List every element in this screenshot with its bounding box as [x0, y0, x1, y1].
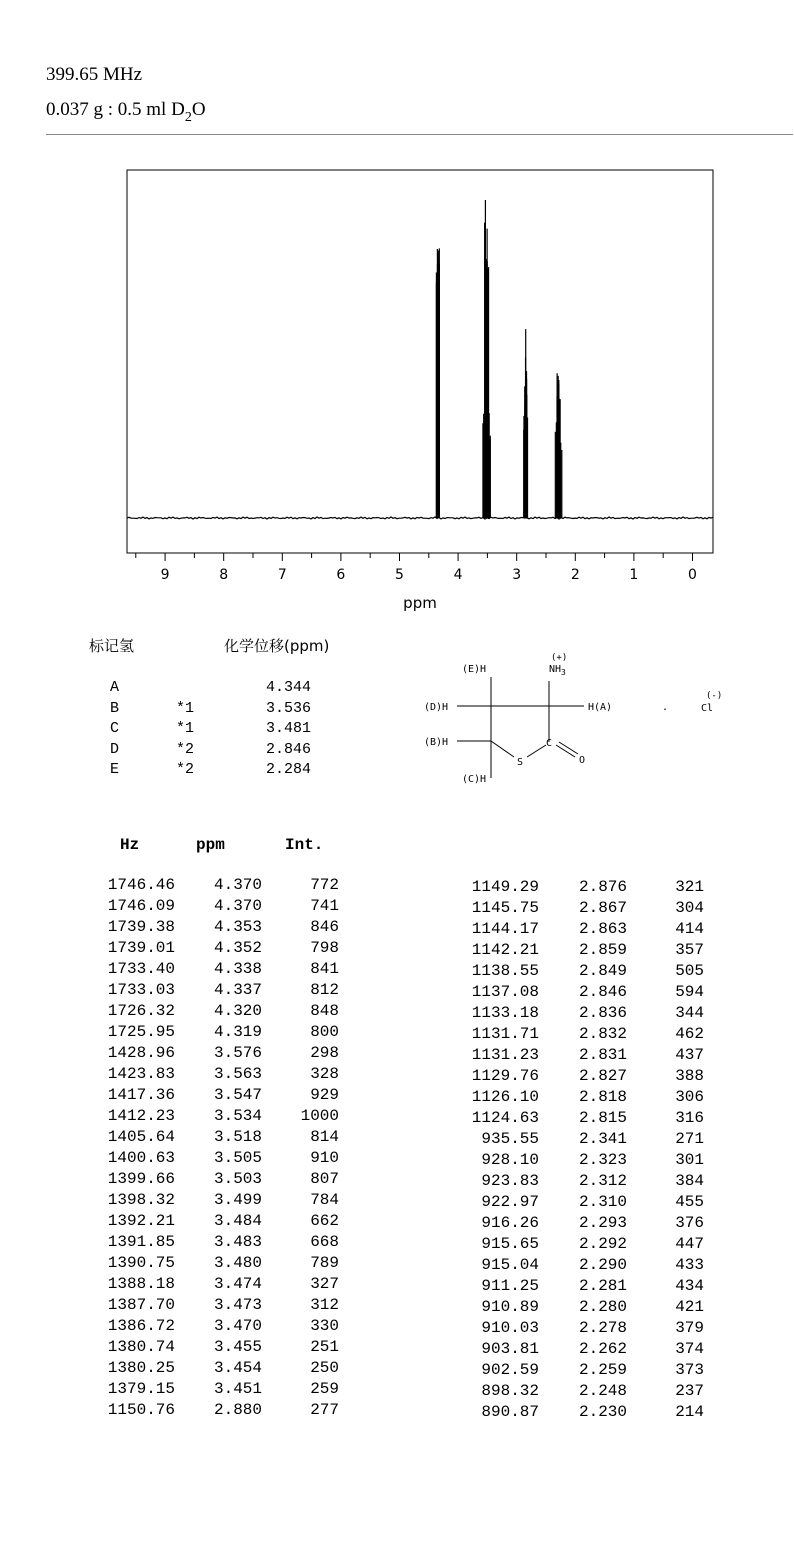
x-axis-label: ppm: [403, 594, 437, 612]
peak-hz-cell: 1150.76: [107, 1401, 175, 1419]
peak-hz-cell: 1133.18: [471, 1004, 539, 1022]
peak-ppm-cell: 3.483: [213, 1233, 262, 1251]
peak-hz-cell: 910.89: [481, 1298, 539, 1316]
peak-ppm-cell: 3.547: [213, 1086, 262, 1104]
peak-hz-cell: 922.97: [481, 1193, 539, 1211]
peak-hz-cell: 935.55: [481, 1130, 539, 1148]
peak-int-cell: 388: [675, 1067, 704, 1085]
peak-hz-cell: 915.04: [481, 1256, 539, 1274]
assignment-shift: 2.846: [266, 740, 312, 758]
spectrum-trace: [127, 517, 713, 519]
peak-int-cell: 344: [675, 1004, 704, 1022]
peak-hz-cell: 903.81: [481, 1340, 539, 1358]
h-c-label: (C)H: [462, 774, 487, 785]
peak-ppm-cell: 3.454: [213, 1359, 262, 1377]
peak-int-cell: 1000: [300, 1107, 339, 1125]
nh3-label: [549, 664, 566, 677]
peak-int-cell: 306: [675, 1088, 704, 1106]
charge-plus: (+): [551, 653, 568, 663]
peak-hz-cell: 1398.32: [107, 1191, 175, 1209]
peak-int-cell: 789: [310, 1254, 339, 1272]
peak-hz-cell: 1137.08: [471, 983, 539, 1001]
nmr-spectrum-chart: [0, 160, 794, 620]
peak-ppm-cell: 3.503: [213, 1170, 262, 1188]
peak-ppm-cell: 2.323: [578, 1151, 627, 1169]
sample-suffix: O: [191, 99, 206, 120]
sample-subscript: 2: [184, 110, 192, 125]
peak-int-cell: 250: [310, 1359, 339, 1377]
x-tick-label: 6: [336, 567, 346, 583]
peak-hz-cell: 1733.40: [107, 960, 175, 978]
x-tick-label: 9: [160, 567, 170, 583]
peak-int-cell: 800: [310, 1023, 339, 1041]
peak-int-cell: 327: [310, 1275, 339, 1293]
assignment-shift: 3.481: [266, 720, 312, 737]
peak-hz-cell: 1380.25: [107, 1359, 175, 1377]
peak-hz-cell: 1138.55: [471, 962, 539, 980]
peak-int-cell: 798: [310, 939, 339, 957]
x-tick-label: 3: [512, 567, 522, 583]
peak-int-cell: 462: [675, 1025, 704, 1043]
peak-hz-cell: 1129.76: [471, 1067, 539, 1085]
assignment-group: *2: [176, 740, 195, 758]
peak-lines: [436, 200, 561, 518]
peak-hz-cell: 1126.10: [471, 1088, 539, 1106]
peak-hz-cell: 1391.85: [107, 1233, 175, 1251]
peak-ppm-cell: 2.827: [578, 1067, 627, 1085]
assignment-shift-header: 化学位移(ppm): [224, 637, 330, 655]
peak-ppm-cell: 2.863: [578, 920, 627, 938]
peak-ppm-cell: 2.815: [578, 1109, 627, 1127]
peak-hz-cell: 890.87: [481, 1403, 539, 1421]
peak-hz-cell: 1144.17: [471, 920, 539, 938]
peak-ppm-cell: 3.451: [213, 1380, 262, 1398]
peak-ppm-cell: 2.846: [578, 983, 627, 1001]
peak-int-cell: 277: [310, 1401, 339, 1419]
peak-ppm-cell: 3.518: [213, 1128, 262, 1146]
peak-ppm-cell: 2.310: [578, 1193, 627, 1211]
assignment-shift: 2.284: [266, 761, 312, 778]
assignment-label: B: [110, 699, 120, 717]
peak-hz-cell: 1428.96: [107, 1044, 175, 1062]
peak-ppm-cell: 2.832: [578, 1025, 627, 1043]
peak-ppm-cell: 4.319: [213, 1023, 262, 1041]
peak-ppm-cell: 2.831: [578, 1046, 627, 1064]
assignment-group: *1: [176, 720, 195, 737]
peak-ppm-cell: 4.337: [213, 981, 262, 999]
peak-ppm-cell: 2.849: [578, 962, 627, 980]
plot-frame: [127, 170, 713, 553]
peak-ppm-cell: 3.470: [213, 1317, 262, 1335]
peak-ppm-cell: 2.259: [578, 1361, 627, 1379]
peak-hz-cell: 916.26: [481, 1214, 539, 1232]
peak-hz-cell: 1423.83: [107, 1065, 175, 1083]
peak-ppm-cell: 2.280: [578, 1298, 627, 1316]
peak-hz-cell: 1145.75: [471, 899, 539, 917]
peak-hz-cell: 1412.23: [107, 1107, 175, 1125]
peak-ppm-cell: 3.576: [213, 1044, 262, 1062]
assignment-label: D: [110, 740, 120, 758]
peak-int-cell: 455: [675, 1193, 704, 1211]
peak-int-cell: 316: [675, 1109, 704, 1127]
peak-int-cell: 301: [675, 1151, 704, 1169]
peak-ppm-cell: 2.818: [578, 1088, 627, 1106]
peak-int-cell: 662: [310, 1212, 339, 1230]
bond-c-o: [556, 745, 575, 757]
peak-int-cell: 328: [310, 1065, 339, 1083]
peak-ppm-cell: 2.312: [578, 1172, 627, 1190]
peak-int-cell: 374: [675, 1340, 704, 1358]
peak-header-ppm: ppm: [196, 836, 225, 854]
peak-hz-cell: 915.65: [481, 1235, 539, 1253]
peak-hz-cell: 1399.66: [107, 1170, 175, 1188]
peak-int-cell: 741: [310, 897, 339, 915]
assignment-shift: 3.536: [266, 699, 312, 717]
peak-int-cell: 304: [675, 899, 704, 917]
h-e-label: (E)H: [462, 664, 487, 675]
peak-int-cell: 807: [310, 1170, 339, 1188]
assignment-label: E: [110, 761, 120, 778]
assignment-label: A: [110, 679, 120, 696]
spectrometer-frequency: 399.65 MHz: [46, 64, 143, 85]
peak-hz-cell: 902.59: [481, 1361, 539, 1379]
peak-ppm-cell: 3.474: [213, 1275, 262, 1293]
peak-ppm-cell: 2.292: [578, 1235, 627, 1253]
peak-hz-cell: 910.03: [481, 1319, 539, 1337]
peak-hz-cell: 1400.63: [107, 1149, 175, 1167]
peak-hz-cell: 1149.29: [471, 878, 539, 896]
peak-ppm-cell: 2.836: [578, 1004, 627, 1022]
header-divider: [46, 134, 793, 135]
x-axis-ticks: [136, 553, 693, 561]
sample-concentration: [46, 99, 206, 126]
peak-hz-cell: 1124.63: [471, 1109, 539, 1127]
peak-int-cell: 214: [675, 1403, 704, 1421]
assignment-label: C: [110, 720, 120, 737]
peak-int-cell: 312: [310, 1296, 339, 1314]
peak-hz-cell: 1746.09: [107, 897, 175, 915]
peak-int-cell: 594: [675, 983, 704, 1001]
peak-ppm-cell: 4.353: [213, 918, 262, 936]
h-b-label: (B)H: [424, 737, 449, 748]
peak-hz-cell: 1405.64: [107, 1128, 175, 1146]
peak-int-cell: 848: [310, 1002, 339, 1020]
molecular-structure: [0, 650, 794, 790]
h-d-label: (D)H: [424, 702, 449, 713]
peak-int-cell: 772: [310, 876, 339, 894]
peak-hz-cell: 923.83: [481, 1172, 539, 1190]
bond-c-s: [491, 741, 514, 757]
peak-hz-cell: 1131.71: [471, 1025, 539, 1043]
sample-prefix: 0.037 g : 0.5 ml D: [46, 99, 185, 120]
x-tick-label: 8: [219, 567, 229, 583]
peak-int-cell: 271: [675, 1130, 704, 1148]
peak-hz-cell: 1388.18: [107, 1275, 175, 1293]
peak-ppm-cell: 4.352: [213, 939, 262, 957]
peak-int-cell: 251: [310, 1338, 339, 1356]
peak-ppm-cell: 4.370: [213, 876, 262, 894]
peak-hz-cell: 898.32: [481, 1382, 539, 1400]
peak-hz-cell: 1733.03: [107, 981, 175, 999]
assignment-group: *2: [176, 761, 195, 778]
peak-hz-cell: 1379.15: [107, 1380, 175, 1398]
peak-ppm-cell: 2.262: [578, 1340, 627, 1358]
peak-hz-cell: 1739.01: [107, 939, 175, 957]
peak-ppm-cell: 3.505: [213, 1149, 262, 1167]
peak-ppm-cell: 2.867: [578, 899, 627, 917]
x-tick-label: 5: [395, 567, 404, 583]
peak-ppm-cell: 3.499: [213, 1191, 262, 1209]
h-a-label: H(A): [588, 702, 613, 713]
peak-int-cell: 447: [675, 1235, 704, 1253]
peak-hz-cell: 1131.23: [471, 1046, 539, 1064]
peak-ppm-cell: 2.290: [578, 1256, 627, 1274]
x-tick-label: 4: [453, 567, 463, 583]
peak-header-int: Int.: [285, 836, 324, 854]
salt-dot: .: [662, 702, 669, 713]
peak-hz-cell: 1380.74: [107, 1338, 175, 1356]
peak-int-cell: 373: [675, 1361, 704, 1379]
peak-ppm-cell: 2.230: [578, 1403, 627, 1421]
bond-c-o-double: [559, 742, 578, 754]
peak-int-cell: 379: [675, 1319, 704, 1337]
oxygen-label: O: [579, 755, 586, 766]
peak-int-cell: 814: [310, 1128, 339, 1146]
peak-int-cell: 505: [675, 962, 704, 980]
peak-ppm-cell: 3.480: [213, 1254, 262, 1272]
peak-ppm-cell: 2.859: [578, 941, 627, 959]
peak-hz-cell: 1392.21: [107, 1212, 175, 1230]
peak-int-cell: 929: [310, 1086, 339, 1104]
x-tick-label: 1: [629, 567, 639, 583]
peak-ppm-cell: 4.370: [213, 897, 262, 915]
peak-hz-cell: 1386.72: [107, 1317, 175, 1335]
x-tick-label: 2: [570, 567, 580, 583]
chloride-label: Cl: [701, 703, 714, 714]
nh-text: NH: [549, 664, 562, 675]
peak-hz-cell: 928.10: [481, 1151, 539, 1169]
peak-int-cell: 298: [310, 1044, 339, 1062]
peak-int-cell: 421: [675, 1298, 704, 1316]
peak-int-cell: 237: [675, 1382, 704, 1400]
peak-hz-cell: 1725.95: [107, 1023, 175, 1041]
peak-int-cell: 812: [310, 981, 339, 999]
peak-ppm-cell: 2.880: [213, 1401, 262, 1419]
peak-int-cell: 841: [310, 960, 339, 978]
peak-hz-cell: 1746.46: [107, 876, 175, 894]
assignment-shift: 4.344: [266, 679, 312, 696]
peak-ppm-cell: 2.876: [578, 878, 627, 896]
nh3-subscript: 3: [561, 668, 566, 677]
bond-s-c: [527, 745, 546, 757]
peak-ppm-cell: 4.320: [213, 1002, 262, 1020]
peak-hz-cell: 1726.32: [107, 1002, 175, 1020]
peak-int-cell: 668: [310, 1233, 339, 1251]
carbonyl-carbon-label: C: [546, 738, 553, 749]
peak-int-cell: 376: [675, 1214, 704, 1232]
peak-ppm-cell: 3.484: [213, 1212, 262, 1230]
x-tick-label: 7: [277, 567, 287, 583]
peak-ppm-cell: 2.293: [578, 1214, 627, 1232]
peak-ppm-cell: 2.341: [578, 1130, 627, 1148]
peak-hz-cell: 1739.38: [107, 918, 175, 936]
peak-hz-cell: 911.25: [481, 1277, 539, 1295]
assignment-label-header: 标记氢: [89, 637, 135, 655]
peak-int-cell: 330: [310, 1317, 339, 1335]
peak-int-cell: 846: [310, 918, 339, 936]
peak-ppm-cell: 3.473: [213, 1296, 262, 1314]
assignment-group: *1: [176, 699, 195, 717]
peak-hz-cell: 1142.21: [471, 941, 539, 959]
peak-int-cell: 910: [310, 1149, 339, 1167]
peak-ppm-cell: 3.534: [213, 1107, 262, 1125]
peak-int-cell: 384: [675, 1172, 704, 1190]
peak-int-cell: 321: [675, 878, 704, 896]
x-tick-label: 0: [688, 567, 697, 583]
peak-ppm-cell: 3.563: [213, 1065, 262, 1083]
peak-hz-cell: 1417.36: [107, 1086, 175, 1104]
peak-int-cell: 784: [310, 1191, 339, 1209]
peak-hz-cell: 1390.75: [107, 1254, 175, 1272]
charge-minus: (-): [706, 691, 723, 701]
peak-int-cell: 433: [675, 1256, 704, 1274]
peak-int-cell: 259: [310, 1380, 339, 1398]
sulfur-label: S: [517, 757, 524, 768]
peak-header-hz: Hz: [120, 836, 140, 854]
peak-int-cell: 414: [675, 920, 704, 938]
x-axis-tick-labels: [161, 567, 697, 583]
peak-hz-cell: 1387.70: [107, 1296, 175, 1314]
peak-ppm-cell: 4.338: [213, 960, 262, 978]
peak-int-cell: 434: [675, 1277, 704, 1295]
peak-int-cell: 357: [675, 941, 704, 959]
peak-ppm-cell: 2.278: [578, 1319, 627, 1337]
peak-int-cell: 437: [675, 1046, 704, 1064]
peak-ppm-cell: 2.281: [578, 1277, 627, 1295]
peak-ppm-cell: 2.248: [578, 1382, 627, 1400]
peak-ppm-cell: 3.455: [213, 1338, 262, 1356]
